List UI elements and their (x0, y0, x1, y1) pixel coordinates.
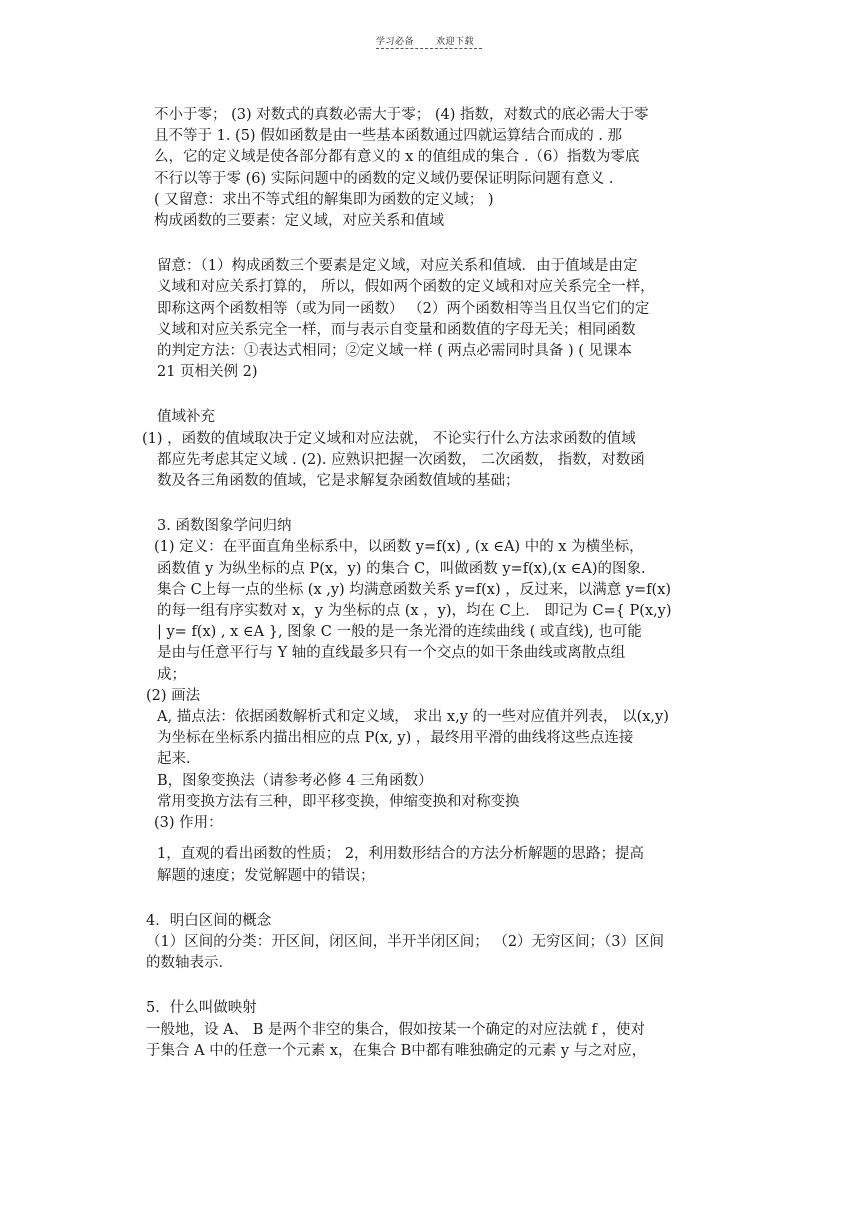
section-function-graph (146, 516, 736, 686)
text-line: 且不等于 1. (5) 假如函数是由一些基本函数通过四就运算结合而成的 . 那 (154, 128, 623, 145)
text-line: ( 又留意：求出不等式组的解集即为函数的定义域； ) (154, 191, 494, 208)
text-line: A, 描点法：依据函数解析式和定义域， 求出 x,y 的一些对应值并列表， 以(x,y) (157, 709, 669, 726)
text-line: （1）区间的分类：开区间，闭区间，半开半闭区间； （2）无穷区间；（3）区间 (146, 933, 665, 950)
section-mapping (146, 998, 736, 1062)
document-body (142, 105, 736, 1062)
text-line: 成； (157, 666, 186, 683)
section-graph-uses (146, 844, 736, 886)
paragraph-function-equality (146, 256, 736, 383)
page-header (376, 34, 474, 47)
text-line: 起来. (157, 751, 191, 768)
text-line: 义域和对应关系完全一样，而与表示自变量和函数值的字母无关；相同函数 (157, 321, 636, 338)
section-drawing-methods (146, 686, 736, 834)
section-heading: 3. 函数图象学问归纳 (157, 518, 292, 535)
text-line: 为坐标在坐标系内描出相应的点 P(x, y) ，最终用平滑的曲线将这些点连接 (157, 730, 634, 747)
text-line: 构成函数的三要素：定义域，对应关系和值域 (154, 213, 444, 230)
text-line: 的判定方法：①表达式相同；②定义域一样 ( 两点必需同时具备 ) ( 见课本 (157, 343, 633, 360)
text-line: 1，直观的看出函数的性质； 2，利用数形结合的方法分析解题的思路；提高 (157, 846, 645, 863)
text-line: 解题的速度；发觉解题中的错误； (157, 867, 375, 884)
text-line: 一般地，设 A、 B 是两个非空的集合，假如按某一个确定的对应法就 f ，使对 (146, 1021, 646, 1038)
section-intervals (146, 911, 736, 975)
text-line: | y= f(x) , x ∈A }, 图象 C 一般的是一条光滑的连续曲线 ( 或直线), 也可能 (157, 624, 642, 641)
text-line: (1) ，函数的值域取决于定义域和对应法就， 不论实行什么方法求函数的值域 (142, 430, 636, 447)
section-heading: 5．什么叫做映射 (146, 1000, 257, 1017)
text-line: 么，它的定义域是使各部分都有意义的 x 的值组成的集合 .（6）指数为零底 (154, 149, 640, 166)
text-line: (3) 作用： (154, 815, 223, 832)
text-line: B，图象变换法（请参考必修 4 三角函数） (157, 772, 433, 789)
header-right: 欢迎下载 (436, 37, 475, 47)
text-line: 函数值 y 为纵坐标的点 P(x，y) 的集合 C，叫做函数 y=f(x),(x ∈A)的图象. (157, 560, 646, 577)
header-divider (376, 48, 482, 49)
text-line: 都应先考虑其定义域 . (2). 应熟识把握一次函数， 二次函数， 指数，对数函 (157, 451, 645, 468)
header-left: 学习必备 (376, 37, 415, 47)
text-line: 不小于零； (3) 对数式的真数必需大于零； (4) 指数，对数式的底必需大于零 (154, 107, 649, 123)
section-range-supplement (142, 407, 736, 492)
text-line: 的数轴表示． (146, 955, 233, 972)
text-line: 是由与任意平行与 Y 轴的直线最多只有一个交点的如干条曲线或离散点组 (157, 645, 626, 662)
section-heading: 值域补充 (157, 409, 215, 426)
section-heading: 4．明白区间的概念 (146, 912, 272, 929)
text-line: 的每一组有序实数对 x，y 为坐标的点 (x ，y)，均在 C上． 即记为 C={ P(x,y) (157, 603, 672, 620)
text-line: (1) 定义：在平面直角坐标系中，以函数 y=f(x) , (x ∈A) 中的 x 为横坐标， (154, 539, 644, 556)
text-line: 21 页相关例 2) (157, 364, 258, 381)
text-line: 不行以等于零 (6) 实际问题中的函数的定义域仍要保证明际问题有意义 . (154, 170, 614, 187)
text-line: 留意：（1）构成函数三个要素是定义域，对应关系和值域．由于值域是由定 (157, 258, 638, 275)
text-line: (2) 画法 (146, 687, 201, 704)
text-line: 常用变换方法有三种，即平移变换，伸缩变换和对称变换 (157, 793, 520, 810)
text-line: 即称这两个函数相等（或为同一函数） （2）两个函数相等当且仅当它们的定 (157, 300, 650, 317)
text-line: 数及各三角函数的值域，它是求解复杂函数值域的基础； (157, 473, 520, 490)
text-line: 义域和对应关系打算的， 所以，假如两个函数的定义域和对应关系完全一样， (157, 279, 655, 296)
text-line: 于集合 A 中的任意一个元素 x，在集合 B中都有唯独确定的元素 y 与之对应， (146, 1042, 647, 1059)
paragraph-domain-rules (146, 105, 736, 232)
text-line: 集合 C上每一点的坐标 (x ,y) 均满意函数关系 y=f(x) ，反过来，以满意 y=f(x) (157, 581, 672, 598)
